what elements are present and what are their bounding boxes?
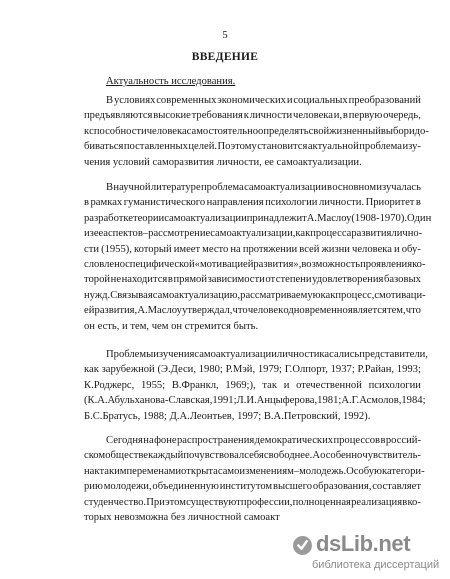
section-title: ВВЕДЕНИЕ [191,51,259,63]
text-line: торых невозможна без личностной самоакт [84,512,280,524]
dslib-logo-icon [292,535,313,556]
paragraph-4 [84,433,425,525]
text-line: на к таким переменам и открыта самоизменениям – молодежь. Особую категори- [84,465,425,477]
text-line: студенчество. При этом существуют профессии, полноценная реализация в ко- [84,496,421,508]
text-line: из ее аспектов – рассмотрение самоактуализации, как процесса развития лично- [84,228,423,240]
text-line: ском обществе каждый почувствовал себя свободнее. А особенно чувствитель- [84,450,421,462]
text-line: биваться поставленных целей. Поэтому становится актуальной проблема изу- [84,141,421,153]
text-line: как зарубежной (Э.Деси, 1980; Р.Мэй, 1979; Г.Олпорт, 1937; Р.Райан, 1993; [84,364,421,376]
text-line: к способности человека самостоятельно определять свой жизненный выбор и до- [84,125,429,137]
subheading [84,74,421,89]
text-line: Сегодня на фоне распространения демократических процессов в россий- [106,435,421,446]
text-line: В научной литературе проблема самоактуализации в основном изучалась [106,182,421,193]
paragraph-3 [84,347,428,424]
text-line: нужд. Связывая самоактуализацию, рассматриваемую как процесс, с мотиваци- [84,289,426,301]
text-line: Проблемы изучения самоактуализации личности касались представители, [106,349,428,360]
page-number: 5 [222,30,228,41]
watermark-subtitle: библиотека диссертаций [312,559,440,571]
text-line: предъявляются высокие требования к личности человека и, в первую очередь, [84,110,421,122]
text-line: торой не находится в прямой зависимости от степени удовлетворения базовых [84,274,421,286]
text-line: (К.А.Абульханова-Славская,1991; Л.И.Анцыферова, 1981; А.Г.Асмолов, 1984; [84,395,426,407]
subheading-text: Актуальность исследования. [106,76,236,87]
text-line: в рамках гуманистического направления психологии личности. Приоритет в [84,197,421,209]
text-line: он есть, и тем, чем он стремится быть. [84,320,259,332]
text-line: Б.С.Братусь, 1988; Д.А.Леонтьев, 1997; В.А.Петровский, 1992). [84,410,371,422]
text-line: разработке теории самоактуализации принадлежит А.Маслоу (1908-1970). Один [84,212,432,224]
watermark-name: dsLib.net [316,531,411,556]
text-line: рию молодежи, объединенную институтом высшего образования, составляет [84,481,421,493]
text-line: сти (1955), который имеет место на протяжении всей жизни человека и обу- [84,243,421,255]
dslib-watermark-logo [288,531,448,575]
paragraph-1 [84,93,429,170]
text-line: ей развития, А.Маслоу утверждал, что человек одновременно является тем, что [84,305,421,317]
text-line: К.Роджерс, 1955; В.Франкл, 1969;), так и отечественной психологии [84,379,421,391]
text-line: В условиях современных экономических и социальных преобразований [106,95,421,106]
text-line: чения условий саморазвития личности, ее самоактуализации. [84,156,362,168]
text-line: словлено специфической «мотивацией развития», возможность проявления ко- [84,259,426,271]
paragraph-2 [84,180,432,334]
